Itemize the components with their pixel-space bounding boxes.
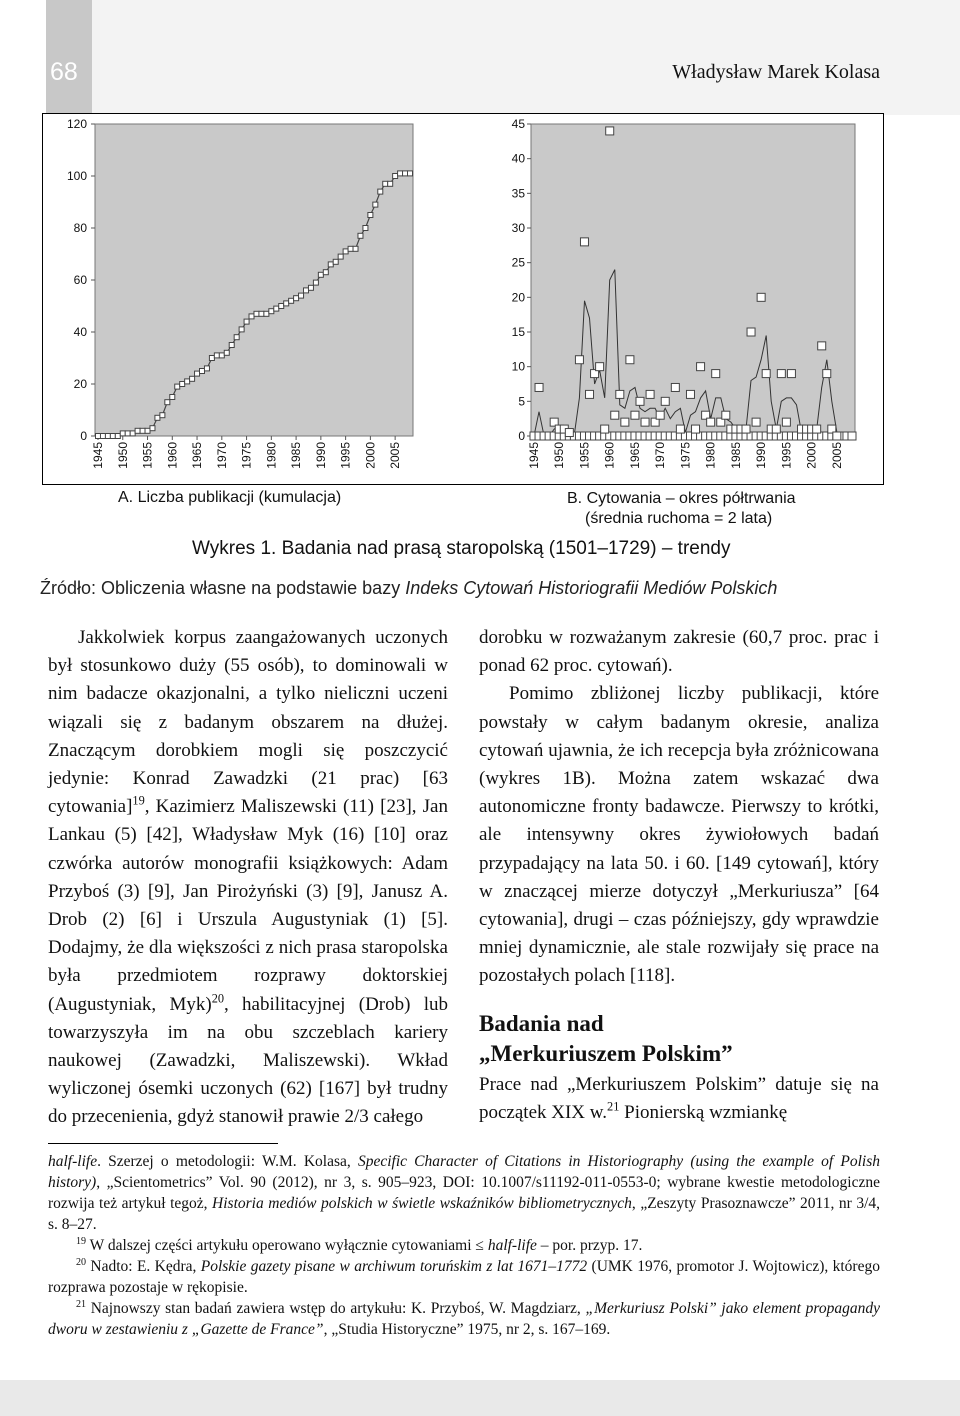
data-point (284, 301, 289, 306)
y-tick-label: 45 (511, 117, 525, 131)
data-point (214, 353, 219, 358)
data-point (697, 363, 705, 371)
data-point (742, 425, 750, 433)
data-point (676, 425, 684, 433)
caption-b (567, 489, 796, 529)
data-point (333, 259, 338, 264)
data-point (782, 418, 790, 426)
data-point (358, 233, 363, 238)
y-tick-label: 25 (511, 255, 525, 270)
data-point (219, 353, 224, 358)
figure-title: Wykres 1. Badania nad prasą staropolską (1501–1729) – trendy (192, 538, 731, 559)
data-point (343, 249, 348, 254)
footnote-number: 20 (76, 1256, 87, 1268)
figure-frame (42, 113, 884, 485)
footnote-number: 19 (76, 1235, 87, 1247)
running-author: Władysław Marek Kolasa (672, 61, 880, 83)
text-span: Pionierską wzmiankę (619, 1101, 788, 1123)
text-span: – por. przyp. 17. (536, 1237, 643, 1254)
footnote-20 (48, 1256, 880, 1298)
header-band (92, 0, 960, 115)
paragraph: dorobku w rozważanym zakresie (60,7 proc. prac i ponad 62 proc. cytowań). (479, 627, 879, 677)
x-tick-label: 1950 (115, 442, 130, 469)
y-tick-label: 5 (518, 394, 525, 409)
footnote-19 (48, 1235, 880, 1256)
data-point (631, 411, 639, 419)
source-prefix: Źródło: Obliczenia własne na podstawie bazy (40, 578, 406, 598)
data-point (165, 400, 170, 405)
data-point (308, 285, 313, 290)
caption-b-line1: B. Cytowania – okres półtrwania (567, 490, 796, 507)
data-point (204, 366, 209, 371)
data-point (393, 174, 398, 179)
data-point (135, 428, 140, 433)
x-tick-label: 1955 (140, 442, 155, 469)
data-point (575, 356, 583, 364)
data-point (348, 246, 353, 251)
y-tick-label: 40 (511, 151, 525, 166)
y-tick-label: 20 (73, 377, 87, 391)
plot-area (95, 124, 413, 436)
y-tick-label: 0 (80, 429, 87, 443)
data-point (823, 370, 831, 378)
x-tick-label: 1975 (678, 442, 693, 469)
column-right (479, 624, 879, 1127)
data-point (403, 171, 408, 176)
x-tick-label: 1945 (527, 442, 541, 469)
data-point (378, 189, 383, 194)
data-point (611, 411, 619, 419)
data-point (686, 390, 694, 398)
data-point (313, 280, 318, 285)
x-tick-label: 1985 (289, 442, 304, 469)
y-tick-label: 10 (511, 359, 525, 374)
data-point (115, 434, 120, 439)
y-tick-label: 40 (73, 325, 87, 339)
data-point (338, 254, 343, 259)
data-point (190, 376, 195, 381)
paragraph: Pomimo zbliżonej liczby publikacji, które powstały w całym badanym okresie, analiza cytowań ujawnia, że ich recepcja była zróżnicowana (wykres 1B). Można zatem wskazać dwa autonomiczne fronty badawcze. Pierwszy to krótki, ale intensywny okres żywiołowych badań przypadający na lata 50. i 60. [149 cytowań], który w znaczącej mierze dotyczył „Merkuriusza” [64 cytowania], drugi – czas późniejszy, gdy wprawdzie mniej dynamicznie, ale stale rozwijały się prace na pozostałych polach [118]. (479, 683, 879, 987)
text-span: Nadto: E. Kędra, (86, 1258, 201, 1275)
data-point (641, 418, 649, 426)
text-span: (UMK 1976, promotor J. Wojtowicz), którego rozprawa pozostaje w rękopisie. (48, 1258, 880, 1296)
text-span: , Kazimierz Maliszewski (11) [23], Jan Lankau (5) [42], Władysław Myk (16) [10] oraz czwórka autorów monografii książkowych: Adam Przyboś (3) [9], Jan Pirożyński (3) [9], Janusz A. Drob (2) [6] i Urszula Augustyniak (1) [5]. Dodajmy, że dla większości z nich prasa staropolska była przedmiotem rozprawy doktorskiej (Augustyniak, Myk) (48, 796, 448, 1015)
text-span: Historia mediów polskich w świetle wskaźników bibliometrycznych (212, 1195, 632, 1212)
x-tick-label: 1985 (728, 442, 743, 469)
data-point (752, 418, 760, 426)
x-tick-label: 1990 (313, 442, 328, 469)
heading-line: „Merkuriuszem Polskim” (479, 1040, 733, 1066)
data-point (762, 370, 770, 378)
data-point (294, 296, 299, 301)
caption-b-line2: (średnia ruchoma = 2 lata) (585, 510, 773, 527)
data-point (195, 371, 200, 376)
x-tick-label: 1970 (653, 442, 668, 469)
x-tick-label: 1945 (91, 442, 105, 469)
data-point (234, 335, 239, 340)
figure-source (40, 578, 777, 599)
text-span: „Merkuriusz Polski” jako element propagandy dworu w zestawieniu z „Gazette de France” (48, 1300, 880, 1338)
y-tick-label: 35 (511, 186, 525, 201)
data-point (368, 213, 373, 218)
data-point (580, 238, 588, 246)
data-point (200, 369, 205, 374)
data-point (772, 425, 780, 433)
data-point (363, 226, 368, 231)
footnote-ref: 19 (132, 793, 145, 808)
y-tick-label: 15 (511, 325, 525, 339)
data-point (383, 181, 388, 186)
y-tick-label: 30 (511, 221, 525, 235)
data-point (249, 314, 254, 319)
text-span: half-life (48, 1153, 98, 1170)
footnote-number: 21 (76, 1298, 87, 1310)
data-point (130, 431, 135, 436)
text-span: Prace nad „Merkuriuszem Polskim” datuje się na początek XIX w. (479, 1073, 879, 1123)
y-tick-label: 80 (73, 221, 87, 235)
data-point (646, 390, 654, 398)
data-point (601, 425, 609, 433)
data-point (398, 171, 403, 176)
data-point (304, 288, 309, 293)
data-point (269, 309, 274, 314)
y-tick-label: 0 (518, 429, 525, 443)
data-point (712, 370, 720, 378)
data-point (636, 397, 644, 405)
text-span: Specific Character of Citations in Historiography (using the example of Polish history) (48, 1153, 880, 1191)
data-point (388, 181, 393, 186)
data-point (318, 272, 323, 277)
data-point (747, 328, 755, 336)
data-point (239, 327, 244, 332)
text-span: Polskie gazety pisane w archiwum toruńskim z lat 1671–1772 (200, 1258, 588, 1275)
chart-a (67, 117, 413, 469)
text-span: half-life (487, 1237, 537, 1254)
text-span: W dalszej części artykułu operowano wyłącznie cytowaniami ≤ (86, 1237, 488, 1254)
data-point (120, 431, 125, 436)
data-point (209, 356, 214, 361)
data-point (692, 425, 700, 433)
data-point (175, 384, 180, 389)
x-tick-label: 2000 (363, 442, 378, 469)
data-point (408, 171, 413, 176)
text-span: , „Studia Historyczne” 1975, nr 2, s. 167–169. (323, 1321, 611, 1338)
data-point (787, 370, 795, 378)
data-point (100, 434, 105, 439)
x-tick-label: 1975 (239, 442, 254, 469)
data-point (565, 429, 573, 437)
footnote-rule (48, 1143, 278, 1144)
data-point (813, 425, 821, 433)
x-tick-label: 1995 (338, 442, 353, 469)
data-point (777, 370, 785, 378)
data-point (373, 202, 378, 207)
x-tick-label: 1970 (214, 442, 229, 469)
data-point (621, 418, 629, 426)
data-point (110, 434, 115, 439)
data-point (140, 428, 145, 433)
x-tick-label: 2005 (388, 442, 403, 469)
data-point (105, 434, 110, 439)
caption-a: A. Liczba publikacji (kumulacja) (118, 489, 342, 506)
column-left (48, 624, 448, 1132)
paragraph (48, 624, 448, 1132)
data-point (323, 270, 328, 275)
x-tick-label: 1965 (627, 442, 642, 469)
data-point (722, 411, 730, 419)
figure-charts (43, 114, 883, 484)
x-tick-label: 1950 (552, 442, 567, 469)
data-point (661, 397, 669, 405)
text-span: , „Scientometrics” Vol. 90 (2012), nr 3, s. 905–923, DOI: 10.1007/s11192-011-0553-0; wybrane kwestie metodologiczne rozwija też artykuł tegoż, (48, 1174, 880, 1212)
data-point (707, 418, 715, 426)
text-span: . Szerzej o metodologii: W.M. Kolasa, (97, 1153, 358, 1170)
data-point (185, 379, 190, 384)
data-point (224, 350, 229, 355)
data-point (848, 432, 856, 440)
x-tick-label: 1960 (165, 442, 180, 469)
text-span: , „Zeszyty Prasoznawcze” 2011, nr 3/4, s. 8–27. (48, 1195, 880, 1233)
footnote-21 (48, 1298, 880, 1340)
bottom-strip (0, 1380, 960, 1416)
data-point (170, 395, 175, 400)
y-tick-label: 20 (511, 290, 525, 305)
chart-b (512, 117, 856, 469)
footnote-continuation (48, 1151, 880, 1235)
x-tick-label: 1995 (779, 442, 794, 469)
data-point (328, 262, 333, 267)
y-tick-label: 60 (73, 273, 87, 287)
footnote-ref: 20 (211, 991, 225, 1006)
data-point (160, 413, 165, 418)
data-point (274, 306, 279, 311)
data-point (616, 390, 624, 398)
data-point (264, 311, 269, 316)
x-tick-label: 1960 (602, 442, 617, 469)
y-tick-label: 100 (66, 169, 87, 183)
paragraph (479, 1071, 879, 1127)
x-tick-label: 2000 (804, 442, 819, 469)
heading-line: Badania nad (479, 1010, 604, 1036)
footnotes (48, 1151, 880, 1340)
data-point (833, 432, 841, 440)
data-point (229, 343, 234, 348)
data-point (606, 127, 614, 135)
x-tick-label: 2005 (829, 442, 844, 469)
data-point (818, 342, 826, 350)
text-span: Jakkolwiek korpus zaangażowanych uczonych był stosunkowo duży (55 osób), to dominowali w nim badacze okazjonalni, a tylko nieliczni uczeni wiązali się z badanym obszarem na dłużej. Znaczącym dorobkiem mogli się poszczycić jedynie: Konrad Zawadzki (21 prac) [63 cytowania] (48, 627, 448, 818)
data-point (626, 356, 634, 364)
data-point (586, 390, 594, 398)
section-heading (479, 1009, 879, 1069)
source-database: Indeks Cytowań Historiografii Mediów Polskich (405, 578, 778, 598)
data-point (596, 363, 604, 371)
data-point (535, 383, 543, 391)
x-tick-label: 1990 (754, 442, 769, 469)
data-point (244, 319, 249, 324)
text-span: Najnowszy stan badań zawiera wstęp do artykułu: K. Przyboś, W. Magdziarz, (86, 1300, 586, 1317)
x-tick-label: 1965 (190, 442, 205, 469)
data-point (145, 428, 150, 433)
data-point (289, 298, 294, 303)
data-point (279, 304, 284, 309)
text-span: , habilitacyjnej (Drob) lub towarzyszyła im na obu szczeblach kariery naukowej (Zawadzki, Maliszewski). Wkład wyliczonej ósemki uczonych (62) [167] był trudny do przecenienia, gdyż stanowił prawie 2/3 całego (48, 993, 448, 1128)
data-point (254, 311, 259, 316)
data-point (125, 431, 130, 436)
page-number: 68 (50, 58, 78, 86)
data-point (299, 293, 304, 298)
data-point (353, 246, 358, 251)
data-point (150, 426, 155, 431)
data-point (155, 415, 160, 420)
data-point (757, 293, 765, 301)
data-point (656, 411, 664, 419)
footnote-ref: 21 (607, 1099, 620, 1114)
x-tick-label: 1955 (577, 442, 592, 469)
x-tick-label: 1980 (264, 442, 279, 469)
data-point (671, 383, 679, 391)
x-tick-label: 1980 (703, 442, 718, 469)
data-point (96, 434, 101, 439)
y-tick-label: 120 (66, 117, 87, 131)
data-point (180, 382, 185, 387)
data-point (259, 311, 264, 316)
